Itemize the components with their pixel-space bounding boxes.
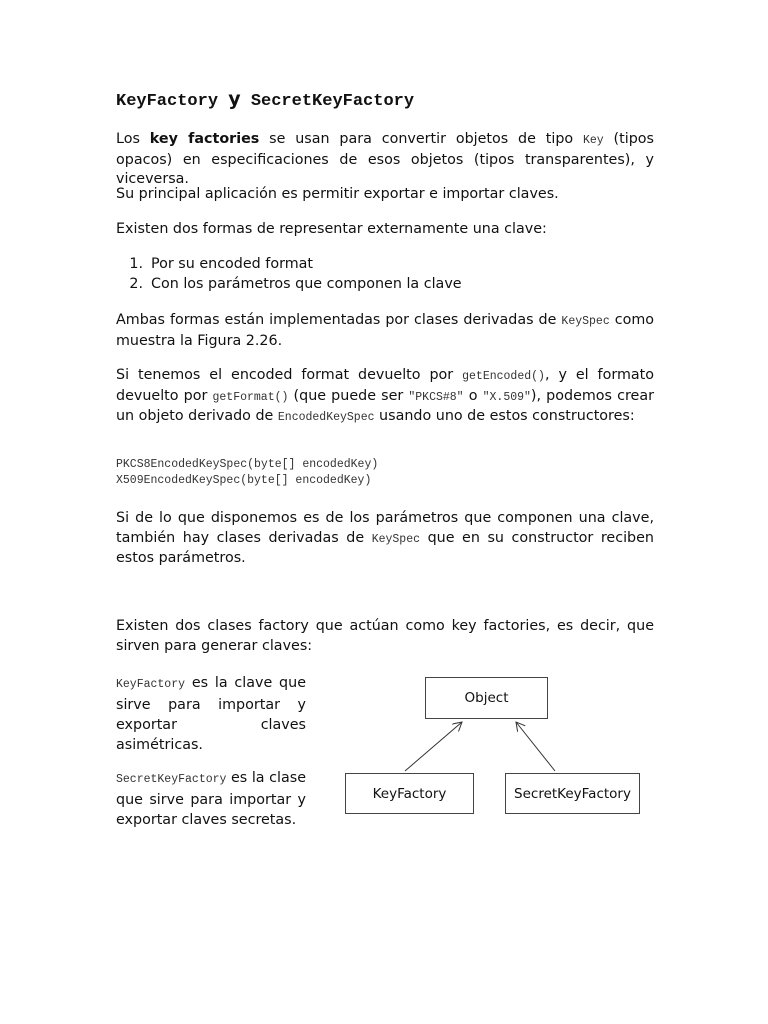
inheritance-arrow-left <box>405 722 462 771</box>
code-pkcs8: "PKCS#8" <box>408 390 464 404</box>
code-line: X509EncodedKeySpec(byte[] encodedKey) <box>116 474 372 487</box>
paragraph-encoded: Si tenemos el encoded format devuelto por getEncoded(), y el formato devuelto por getFormat() (que puede ser "PKCS#8" o "X.509"), podemos crear un objeto derivado de EncodedKeySpec usando uno de estos constructores: <box>116 367 654 424</box>
code-line: PKCS8EncodedKeySpec(byte[] encodedKey) <box>116 458 379 471</box>
title-keyfactory: KeyFactory <box>116 92 219 111</box>
list-item: 1. Por su encoded format <box>129 256 313 272</box>
inheritance-arrow-right <box>516 722 555 771</box>
side-text-keyfactory: KeyFactory es la clave que sirve para importar y exportar claves asimétricas. <box>116 675 306 753</box>
keyfactory-class-box: KeyFactory <box>345 773 474 814</box>
code-keyfactory: KeyFactory <box>116 678 186 691</box>
object-class-box: Object <box>425 677 548 719</box>
paragraph-parameters: Si de lo que disponemos es de los parámetros que componen una clave, también hay clases derivadas de KeySpec que en su constructor reciben estos parámetros. <box>116 510 654 566</box>
code-keyspec: KeySpec <box>561 315 610 328</box>
paragraph-keyspec: Ambas formas están implementadas por clases derivadas de KeySpec como muestra la Figura 2.26. <box>116 312 655 349</box>
paragraph-factory-classes: Existen dos clases factory que actúan como key factories, es decir, que sirven para generar claves: <box>116 618 654 654</box>
side-text-secretkeyfactory: SecretKeyFactory es la clase que sirve para importar y exportar claves secretas. <box>116 770 306 828</box>
title-conjunction: y <box>228 88 241 110</box>
key-factories-term: key factories <box>149 131 260 147</box>
code-x509: "X.509" <box>482 390 531 404</box>
code-keyspec-2: KeySpec <box>371 532 420 546</box>
code-key: Key <box>583 134 604 147</box>
code-secretkeyfactory: SecretKeyFactory <box>116 773 227 786</box>
title-secretkeyfactory: SecretKeyFactory <box>250 92 415 111</box>
paragraph-forms: Existen dos formas de representar externamente una clave: <box>116 221 547 237</box>
list-item: 2. Con los parámetros que componen la clave <box>129 275 462 292</box>
secretkeyfactory-class-box: SecretKeyFactory <box>505 773 640 814</box>
code-encodedkeyspec: EncodedKeySpec <box>277 411 375 424</box>
code-getformat: getFormat() <box>212 390 289 404</box>
paragraph-application: Su principal aplicación es permitir exportar e importar claves. <box>116 186 559 202</box>
paragraph-intro: Los key factories se usan para convertir objetos de tipo Key (tipos opacos) en especificaciones de esos objetos (tipos transparentes), y viceversa. <box>116 131 654 187</box>
code-getencoded: getEncoded() <box>462 370 545 383</box>
